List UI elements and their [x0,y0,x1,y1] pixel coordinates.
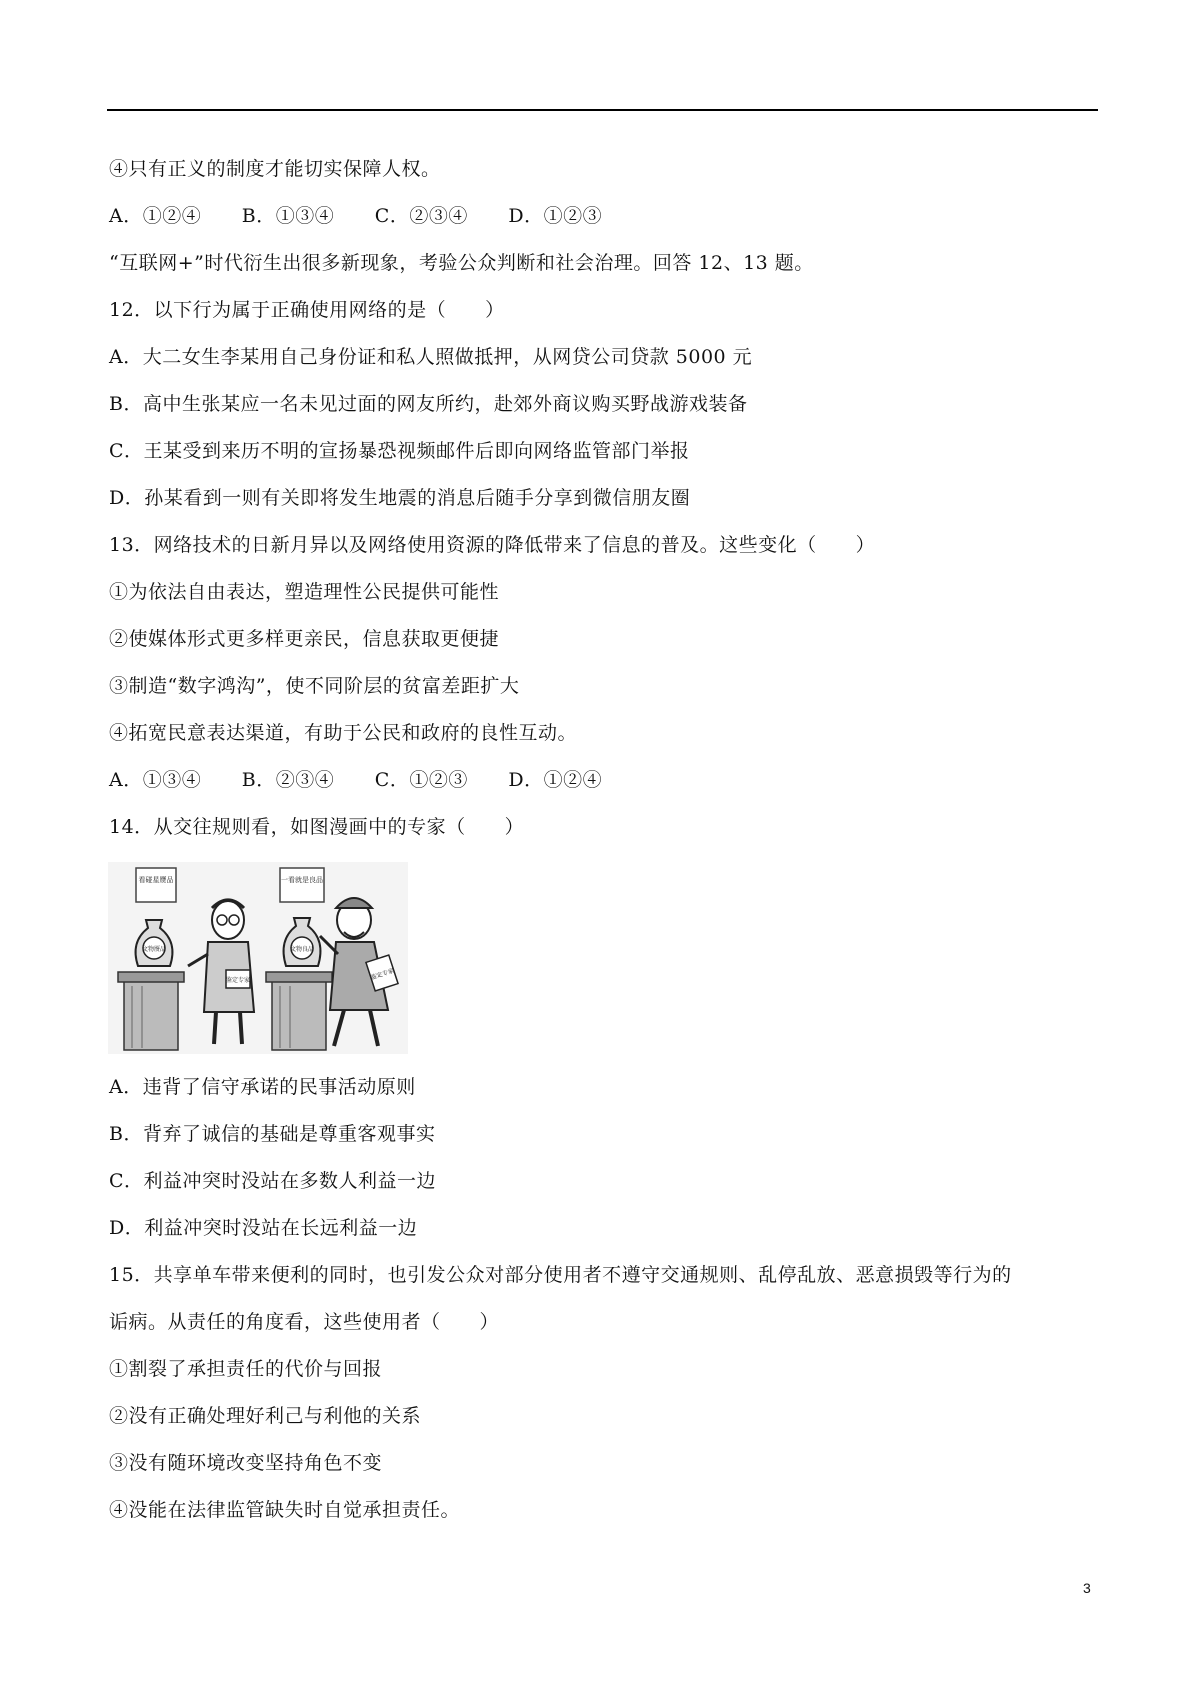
q14-stem: 14．从交往规则看，如图漫画中的专家（ ） [109,816,525,838]
q12-option-a: A．大二女生李某用自己身份证和私人照做抵押，从网贷公司贷款 5000 元 [109,346,753,368]
q15-statement-3: ③没有随环境改变坚持角色不变 [109,1452,383,1474]
q14-option-d: D．利益冲突时没站在长远利益一边 [109,1217,418,1239]
q13-options [109,768,636,792]
q13-stem: 13．网络技术的日新月异以及网络使用资源的降低带来了信息的普及。这些变化（ ） [109,534,876,556]
q15-stem-line2: 诟病。从责任的角度看，这些使用者（ ） [109,1311,500,1333]
right-sign [280,868,324,902]
left-pedestal [118,972,184,1050]
q15-statement-4: ④没能在法律监管缺失时自觉承担责任。 [109,1499,461,1521]
right-pedestal [266,972,332,1050]
q11-option-d: D．①②③ [508,205,603,227]
left-expert-badge: 鉴定专家 [225,977,251,984]
q13-statement-2: ②使媒体形式更多样更亲民，信息获取更便捷 [109,628,500,650]
q14-option-a: A．违背了信守承诺的民事活动原则 [109,1076,416,1098]
q13-option-d: D．①②④ [508,769,603,791]
q11-option-b: B．①③④ [241,205,335,227]
right-sign-text: 一看就是良品 [281,876,323,884]
expert-cartoon-image [108,862,408,1054]
q13-statement-1: ①为依法自由表达，塑造理性公民提供可能性 [109,581,500,603]
q13-option-c: C．①②③ [374,769,468,791]
left-sign-text: 看碰星赝品 [138,876,174,884]
q15-stem-line1: 15．共享单车带来便利的同时，也引发公众对部分使用者不遵守交通规则、乱停乱放、恶意损毁等行为的 [109,1264,1012,1286]
q12-option-d: D．孙某看到一则有关即将发生地震的消息后随手分享到微信朋友圈 [109,487,691,509]
q13-option-b: B．②③④ [241,769,335,791]
q14-option-b: B．背弃了诚信的基础是尊重客观事实 [109,1123,436,1145]
q12-option-b: B．高中生张某应一名未见过面的网友所约，赴郊外商议购买野战游戏装备 [109,393,748,415]
q13-option-a: A．①③④ [109,769,202,791]
q15-statement-2: ②没有正确处理好利己与利他的关系 [109,1405,422,1427]
right-expert-badge: 鉴定专家 [369,967,395,982]
page-number: 3 [1083,1580,1091,1596]
q11-option-c: C．②③④ [374,205,468,227]
q13-statement-3: ③制造“数字鸿沟”，使不同阶层的贫富差距扩大 [109,675,520,697]
header-rule [107,109,1098,111]
q12-stem: 12．以下行为属于正确使用网络的是（ ） [109,299,505,321]
q14-option-c: C．利益冲突时没站在多数人利益一边 [109,1170,437,1192]
q15-statement-1: ①割裂了承担责任的代价与回报 [109,1358,383,1380]
left-vase-label: 文物赝品 [141,946,167,953]
q11-statement-4: ④只有正义的制度才能切实保障人权。 [109,158,441,180]
section-intro: “互联网+”时代衍生出很多新现象，考验公众判断和社会治理。回答 12、13 题。 [109,252,814,274]
q12-option-c: C．王某受到来历不明的宣扬暴恐视频邮件后即向网络监管部门举报 [109,440,690,462]
left-sign [136,868,176,902]
q11-options [109,204,636,228]
right-vase-label: 文物良品 [289,946,315,953]
q11-option-a: A．①②④ [109,205,202,227]
q13-statement-4: ④拓宽民意表达渠道，有助于公民和政府的良性互动。 [109,722,578,744]
